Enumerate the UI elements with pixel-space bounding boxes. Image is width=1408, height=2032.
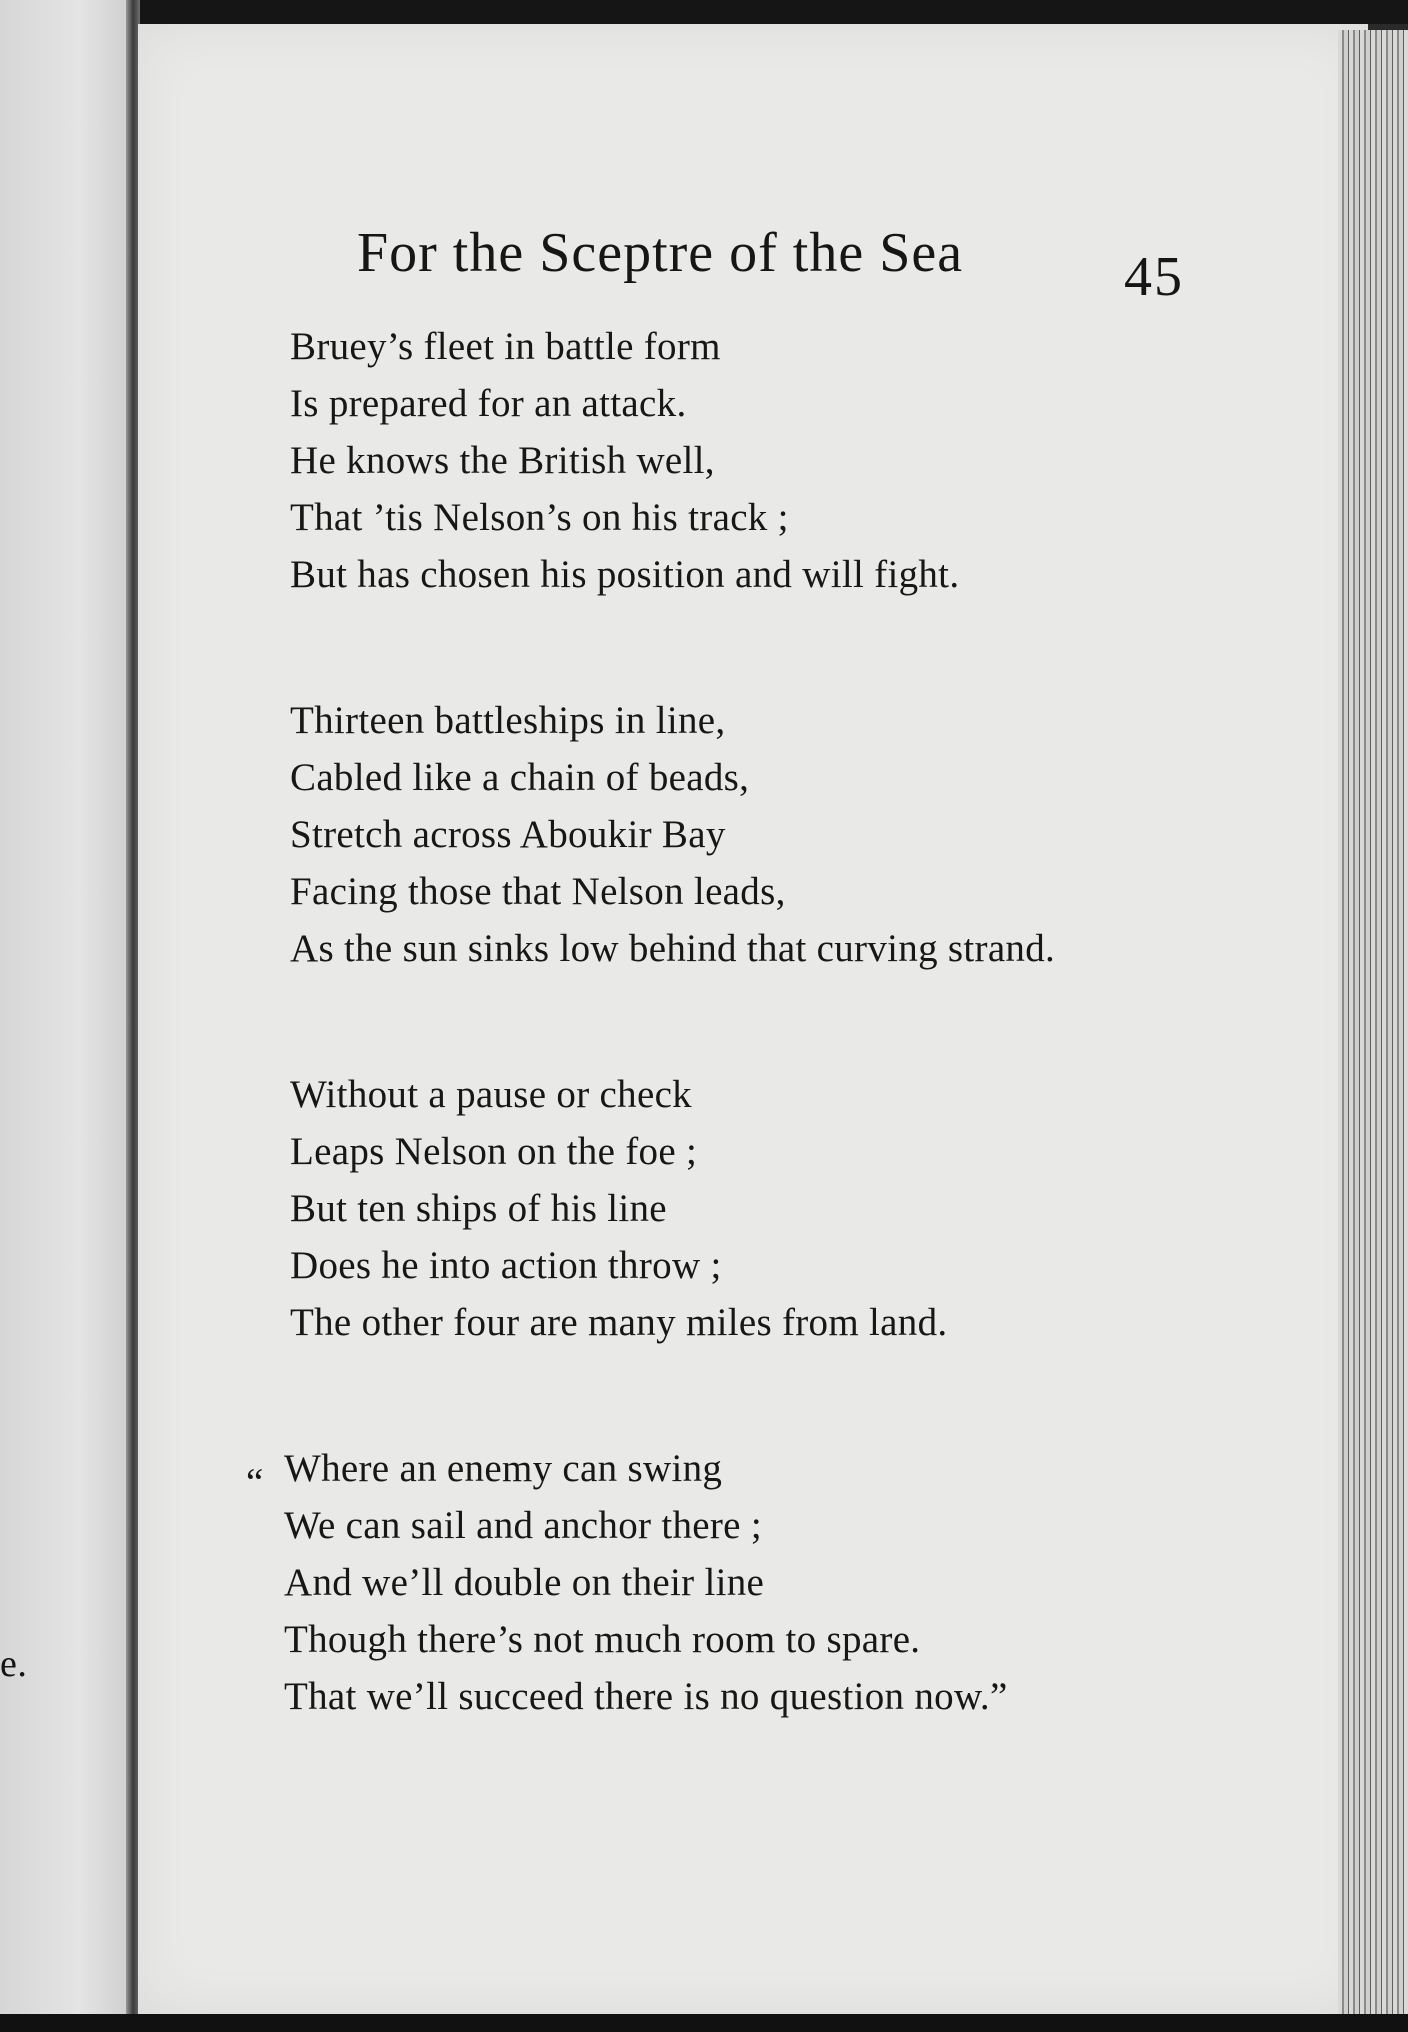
verse-line: The other four are many miles from land.	[290, 1301, 948, 1344]
facing-page-text-fragment: e.	[0, 1643, 28, 1685]
verse-line: But has chosen his position and will fight.	[290, 553, 960, 596]
stanza-3	[290, 1066, 947, 1351]
verse-line: He knows the British well,	[290, 439, 715, 482]
verse-line: Where an enemy can swing	[284, 1447, 723, 1490]
stanza-1	[290, 318, 959, 603]
verse-line: But ten ships of his line	[290, 1187, 667, 1230]
verse-line: Without a pause or check	[290, 1073, 692, 1116]
verse-line: Stretch across Aboukir Bay	[290, 813, 726, 856]
facing-page-edge	[0, 0, 132, 2032]
verse-line: Is prepared for an attack.	[290, 382, 687, 425]
opening-quote-mark: “	[246, 1461, 264, 1504]
verse-line: And we’ll double on their line	[284, 1561, 765, 1604]
verse-line: Though there’s not much room to spare.	[284, 1618, 921, 1661]
stanza-4	[284, 1440, 1008, 1725]
page-number: 45	[1124, 246, 1184, 308]
verse-line: Bruey’s fleet in battle form	[290, 325, 721, 368]
scan-top-border	[0, 0, 1408, 24]
verse-line: Does he into action throw ;	[290, 1244, 722, 1287]
verse-line: Thirteen battleships in line,	[290, 699, 726, 742]
verse-line: Leaps Nelson on the foe ;	[290, 1130, 698, 1173]
verse-line: Facing those that Nelson leads,	[290, 870, 786, 913]
verse-line: That ’tis Nelson’s on his track ;	[290, 496, 789, 539]
scan-bottom-border	[0, 2014, 1408, 2032]
page-edges	[1338, 30, 1408, 2020]
verse-line: As the sun sinks low behind that curving strand.	[290, 927, 1056, 970]
verse-line: That we’ll succeed there is no question now.”	[284, 1675, 1008, 1718]
running-head: For the Sceptre of the Sea	[357, 222, 964, 284]
stanza-2	[290, 692, 1055, 977]
verse-line: Cabled like a chain of beads,	[290, 756, 750, 799]
verse-line: We can sail and anchor there ;	[284, 1504, 762, 1547]
